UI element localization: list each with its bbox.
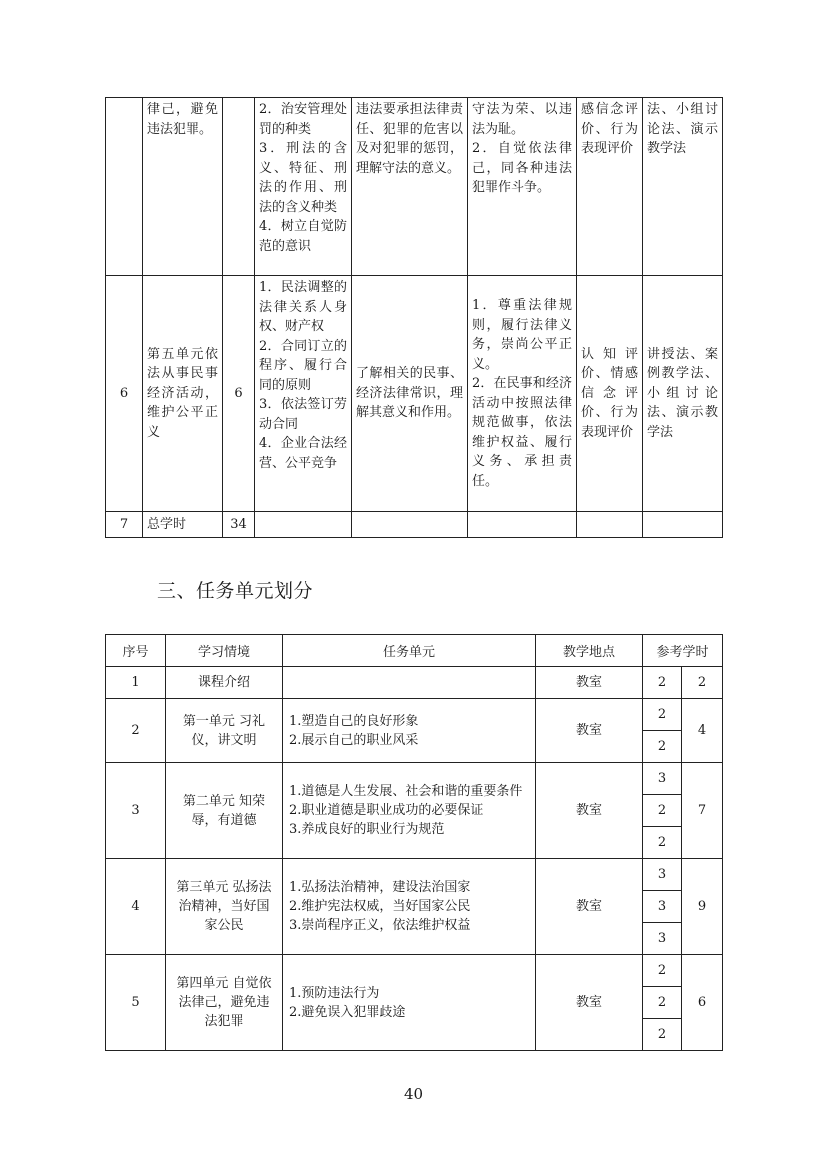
cell-assessment: 认知评价、情感信念评价、行为表现评价	[577, 276, 643, 512]
cell-knowledge: 违法要承担法律责任、犯罪的危害以及对犯罪的惩罚，理解守法的意义。	[352, 98, 468, 276]
cell-place: 教室	[536, 699, 643, 763]
cell-tasks: 1.塑造自己的良好形象 2.展示自己的职业风采	[283, 699, 536, 763]
header-no: 序号	[106, 635, 166, 667]
table-header-row	[106, 635, 723, 667]
cell-sub-hours: 2	[643, 731, 682, 763]
table-row	[106, 667, 723, 699]
cell-no: 1	[106, 667, 166, 699]
cell-place: 教室	[536, 955, 643, 1051]
header-task: 任务单元	[283, 635, 536, 667]
cell-tasks	[283, 667, 536, 699]
cell-place: 教室	[536, 667, 643, 699]
table-row	[106, 859, 723, 891]
table-row	[106, 955, 723, 987]
cell-content: 2．治安管理处罚的种类 3．刑法的含义、特征、刑法的作用、刑法的含义种类 4．树立自觉防范的意识	[255, 98, 352, 276]
cell-unit: 总学时	[143, 512, 223, 538]
section-title: 三、任务单元划分	[157, 580, 314, 602]
cell-situation: 第三单元 弘扬法治精神，当好国家公民	[166, 859, 283, 955]
cell-sub-hours: 3	[643, 859, 682, 891]
cell-knowledge: 了解相关的民事、经济法律常识，理解其意义和作用。	[352, 276, 468, 512]
cell-sub-hours: 3	[643, 891, 682, 923]
table-row	[106, 276, 723, 512]
page-number: 40	[403, 1085, 424, 1103]
cell-tasks: 1.弘扬法治精神，建设法治国家 2.维护宪法权威，当好国家公民 3.崇尚程序正义，依法维护权益	[283, 859, 536, 955]
cell-sub-hours: 2	[643, 667, 682, 699]
cell-no: 4	[106, 859, 166, 955]
cell-no	[106, 98, 143, 276]
cell-quality: 1．尊重法律规则，履行法律义务，崇尚公平正义。 2．在民事和经济活动中按照法律规范做事，依法维护权益、履行义务、承担责任。	[468, 276, 577, 512]
cell-situation: 第二单元 知荣辱，有道德	[166, 763, 283, 859]
cell-hours: 34	[223, 512, 255, 538]
table-row	[106, 699, 723, 731]
cell-total-hours: 2	[682, 667, 723, 699]
cell-place: 教室	[536, 859, 643, 955]
cell-quality: 守法为荣、以违法为耻。 2．自觉依法律己，同各种违法犯罪作斗争。	[468, 98, 577, 276]
course-unit-table	[105, 97, 723, 538]
table-row	[106, 763, 723, 795]
header-situation: 学习情境	[166, 635, 283, 667]
cell-assessment	[577, 512, 643, 538]
cell-situation: 第四单元 自觉依法律己，避免违法犯罪	[166, 955, 283, 1051]
cell-situation: 课程介绍	[166, 667, 283, 699]
cell-no: 5	[106, 955, 166, 1051]
cell-sub-hours: 2	[643, 955, 682, 987]
cell-assessment: 感信念评价、行为表现评价	[577, 98, 643, 276]
cell-hours	[223, 98, 255, 276]
cell-hours: 6	[223, 276, 255, 512]
cell-total-hours: 7	[682, 763, 723, 859]
cell-quality	[468, 512, 577, 538]
table-row	[106, 98, 723, 276]
cell-place: 教室	[536, 763, 643, 859]
cell-method: 讲授法、案例教学法、小组讨论法、演示教学法	[643, 276, 723, 512]
header-place: 教学地点	[536, 635, 643, 667]
cell-total-hours: 6	[682, 955, 723, 1051]
cell-knowledge	[352, 512, 468, 538]
cell-sub-hours: 2	[643, 699, 682, 731]
cell-total-hours: 4	[682, 699, 723, 763]
cell-sub-hours: 2	[643, 827, 682, 859]
cell-situation: 第一单元 习礼仪，讲文明	[166, 699, 283, 763]
cell-total-hours: 9	[682, 859, 723, 955]
header-hours: 参考学时	[643, 635, 723, 667]
cell-sub-hours: 2	[643, 987, 682, 1019]
cell-tasks: 1.预防违法行为 2.避免误入犯罪歧途	[283, 955, 536, 1051]
cell-no: 7	[106, 512, 143, 538]
cell-sub-hours: 2	[643, 1019, 682, 1051]
cell-content: 1．民法调整的法律关系人身权、财产权 2．合同订立的程序、履行合同的原则 3．依法签订劳动合同 4．企业合法经营、公平竞争	[255, 276, 352, 512]
cell-unit: 第五单元依法从事民事经济活动，维护公平正义	[143, 276, 223, 512]
cell-sub-hours: 3	[643, 923, 682, 955]
cell-unit: 律己，避免违法犯罪。	[143, 98, 223, 276]
cell-no: 6	[106, 276, 143, 512]
cell-tasks: 1.道德是人生发展、社会和谐的重要条件 2.职业道德是职业成功的必要保证 3.养成良好的职业行为规范	[283, 763, 536, 859]
cell-sub-hours: 2	[643, 795, 682, 827]
task-unit-table	[105, 634, 723, 1051]
cell-content	[255, 512, 352, 538]
cell-no: 2	[106, 699, 166, 763]
cell-method	[643, 512, 723, 538]
cell-no: 3	[106, 763, 166, 859]
table-row	[106, 512, 723, 538]
cell-sub-hours: 3	[643, 763, 682, 795]
cell-method: 法、小组讨论法、演示教学法	[643, 98, 723, 276]
